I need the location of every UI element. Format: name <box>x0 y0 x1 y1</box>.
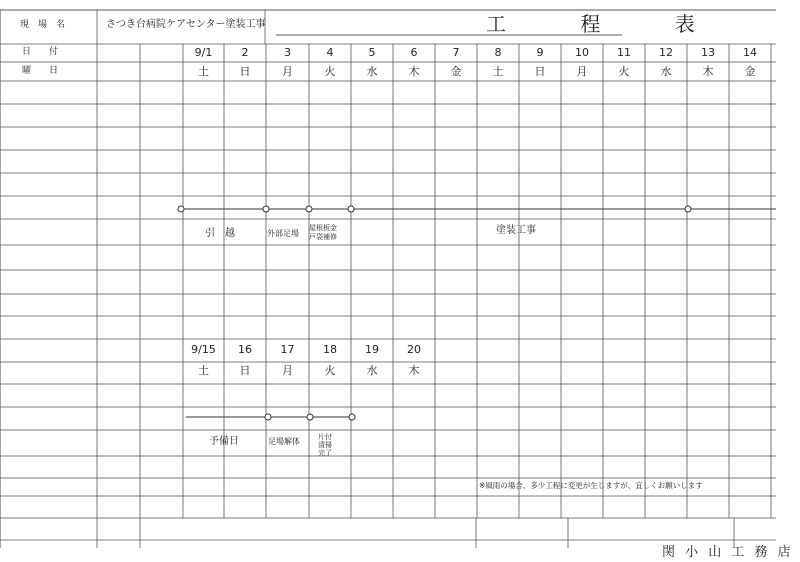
date-label: 日 付 <box>22 47 59 57</box>
date-cell: 6 <box>410 46 418 59</box>
weekday-cell: 金 <box>744 65 756 78</box>
timeline-node <box>307 414 313 420</box>
date-cell: 7 <box>452 46 460 59</box>
date-cell: 11 <box>617 46 631 59</box>
date-cell: 17 <box>280 343 295 356</box>
weekday-cell: 水 <box>366 364 378 377</box>
date-cell: 13 <box>701 46 715 59</box>
weekday-cell: 日 <box>239 364 251 377</box>
page-title: 工 程 表 <box>486 12 729 36</box>
weekday-cell: 月 <box>282 364 293 377</box>
task-painting: 塗装工事 <box>496 225 536 236</box>
task-scaffold: 外部足場 <box>267 229 299 238</box>
date-cell: 4 <box>326 46 334 59</box>
weekday-cell: 木 <box>702 65 714 78</box>
site-label: 現 場 名 <box>20 20 66 30</box>
date-cell: 8 <box>494 46 502 59</box>
weather-note: ※風雨の場合、多少工程に変更が生じますが、宜しくお願いします <box>479 481 703 490</box>
weekday-cell: 木 <box>408 65 420 78</box>
date-cell: 16 <box>238 343 252 356</box>
date-cell: 19 <box>365 343 379 356</box>
weekday-cell: 月 <box>576 65 588 78</box>
weekday-cell: 木 <box>408 364 420 377</box>
date-cell: 10 <box>575 46 589 59</box>
weekday-cell: 火 <box>324 65 336 78</box>
task-roof-line2: 戸袋補修 <box>309 233 337 241</box>
task-move: 引 越 <box>205 228 235 239</box>
weekday-cell: 水 <box>660 65 672 78</box>
timeline-node <box>178 206 184 212</box>
date-cell: 14 <box>743 46 757 59</box>
date-cell: 9/15 <box>191 343 216 356</box>
task-finish-line2: 清掃 <box>318 441 332 449</box>
task-finish-line3: 完了 <box>318 449 332 457</box>
weekday-cell: 金 <box>450 65 462 78</box>
timeline-node <box>306 206 312 212</box>
timeline-node <box>263 206 269 212</box>
site-name: さつき台病院ケアセンター塗装工事 <box>106 19 266 30</box>
weekday-cell: 日 <box>239 65 251 78</box>
grid-lines <box>0 10 776 548</box>
weekday-cell: 火 <box>324 364 336 377</box>
company-name: 関 小 山 工 務 店 <box>662 545 794 560</box>
date-cell: 3 <box>284 46 291 59</box>
weekday-cell: 土 <box>492 65 504 78</box>
date-cell: 2 <box>241 46 249 59</box>
date-cell: 9/1 <box>194 46 213 59</box>
date-cell: 9 <box>536 46 544 59</box>
weekday-label: 曜 日 <box>22 66 59 76</box>
task-reserve: 予備日 <box>209 436 239 447</box>
timeline-node <box>348 206 354 212</box>
weekday-cell: 土 <box>198 364 209 377</box>
date-cell: 20 <box>407 343 421 356</box>
weekday-cell: 土 <box>198 65 209 78</box>
task-finish-line1: 片付 <box>318 433 332 441</box>
date-cell: 5 <box>368 46 376 59</box>
timeline-node <box>685 206 691 212</box>
weekday-cell: 火 <box>618 65 630 78</box>
weekday-cell: 水 <box>366 65 378 78</box>
weekday-cell: 月 <box>282 65 293 78</box>
task-dismantle: 足場解体 <box>268 437 300 446</box>
timeline-node <box>349 414 355 420</box>
timeline-node <box>265 414 271 420</box>
date-cell: 12 <box>659 46 673 59</box>
date-cell: 18 <box>323 343 337 356</box>
task-roof-line1: 屋根板金 <box>309 224 337 232</box>
weekday-cell: 日 <box>534 65 546 78</box>
